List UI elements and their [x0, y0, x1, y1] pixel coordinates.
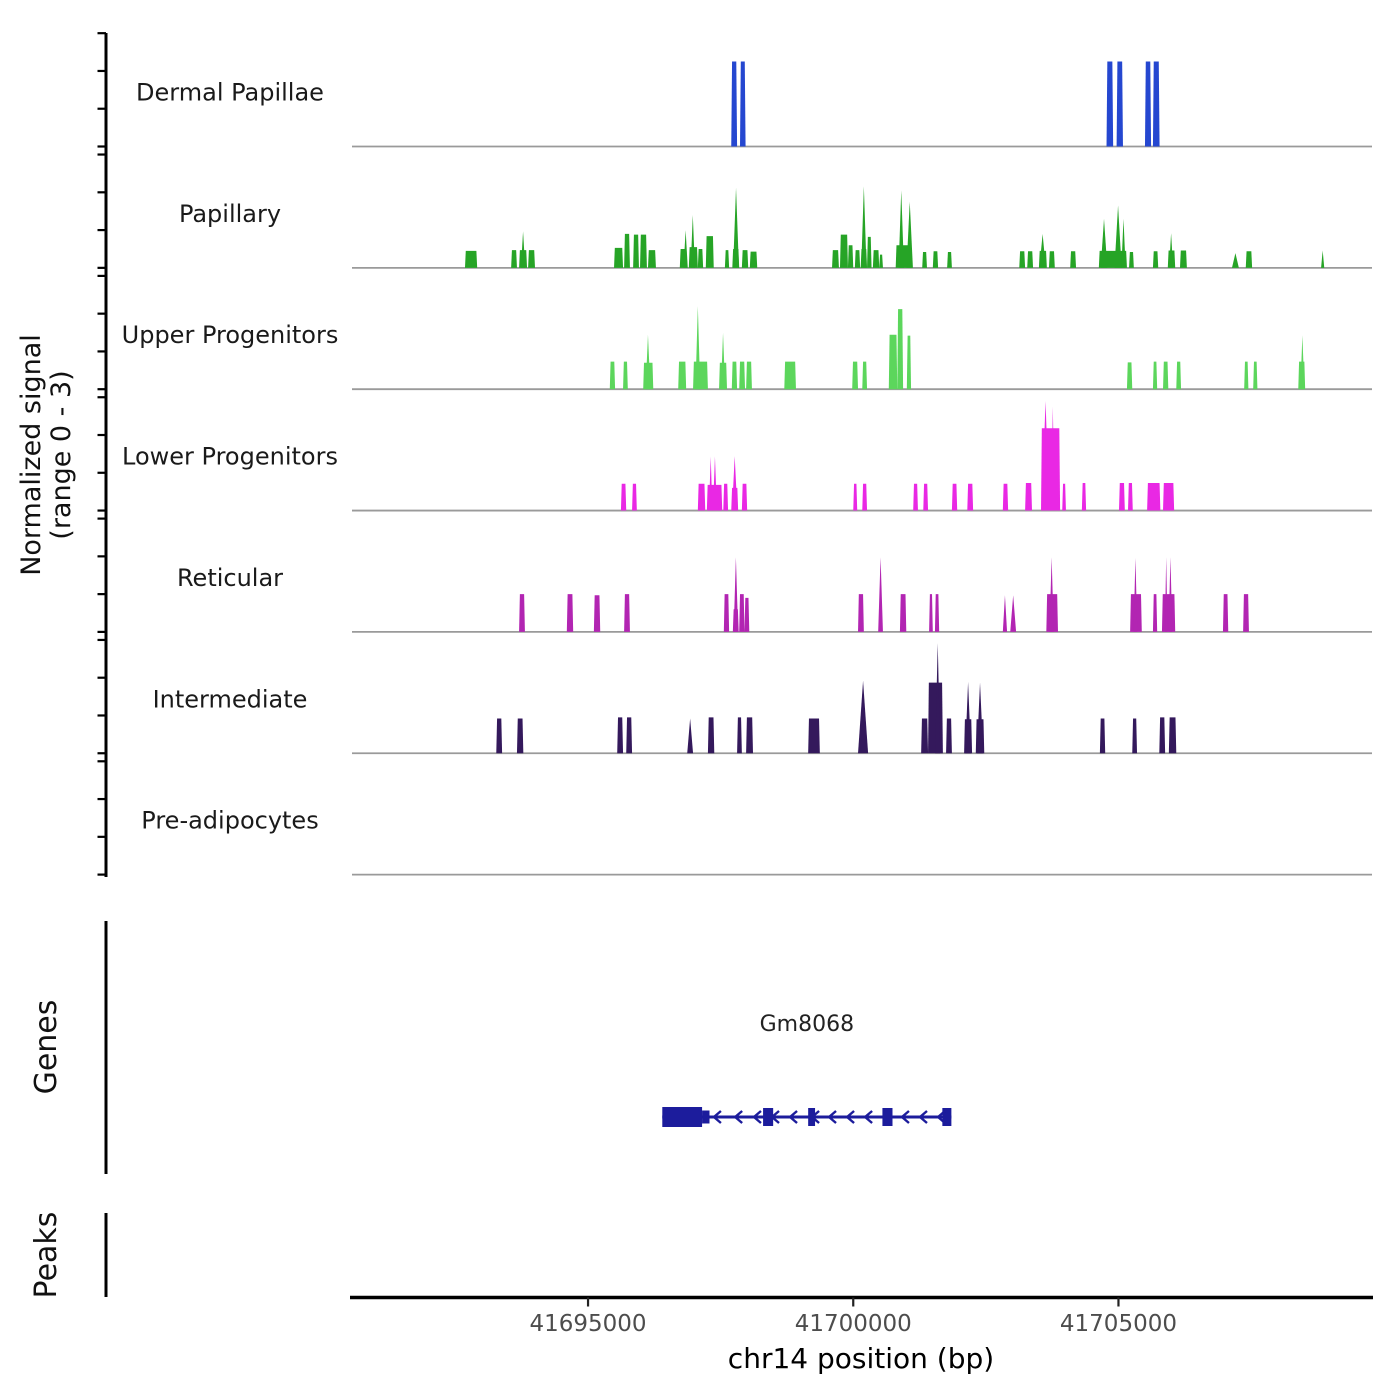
signal-peak: [624, 234, 630, 268]
signal-peak: [1145, 62, 1151, 147]
signal-peak: [967, 484, 973, 511]
signal-peak: [858, 594, 864, 632]
signal-peak: [853, 484, 857, 511]
signal-peak: [873, 250, 879, 268]
signal-peak: [1180, 250, 1187, 267]
signal-peak: [1070, 251, 1076, 268]
signal-peak: [922, 252, 927, 268]
signal-peak: [633, 235, 639, 268]
signal-peak: [784, 362, 796, 390]
signal-peak: [750, 252, 757, 268]
x-axis: [350, 1298, 1373, 1376]
signal-peak: [621, 484, 626, 511]
gene-exon: [702, 1111, 709, 1124]
signal-peak: [496, 719, 502, 754]
signal-peak: [862, 484, 867, 511]
signal-peak: [742, 250, 748, 268]
signal-peak: [725, 250, 729, 268]
signal-peak: [1253, 362, 1257, 390]
signal-peak: [1049, 251, 1055, 268]
signal-peak: [678, 362, 686, 390]
signal-peak: [594, 595, 600, 632]
signal-peak: [709, 457, 712, 511]
signal-peak: [1129, 252, 1134, 268]
signal-peak: [745, 598, 750, 632]
signal-peak: [1121, 219, 1125, 268]
signal-peak: [1321, 250, 1324, 267]
signal-peak: [952, 484, 957, 511]
peaks-section-label: Peaks: [29, 1211, 64, 1299]
signal-peak: [899, 190, 904, 267]
signal-peak: [1153, 362, 1157, 390]
signal-peak: [855, 250, 860, 268]
signal-peak: [907, 336, 911, 390]
x-axis-tick-label: 41695000: [529, 1311, 647, 1337]
signal-peak: [1159, 717, 1165, 753]
signal-track-intermediate: [98, 640, 1373, 753]
signal-peak: [840, 235, 848, 268]
track-label: Reticular: [176, 563, 284, 592]
signal-peak: [724, 594, 729, 632]
signal-peak: [832, 250, 839, 268]
signal-peak: [1244, 362, 1248, 390]
signal-peak: [614, 248, 623, 268]
signal-peak: [732, 456, 737, 510]
signal-peak: [567, 594, 573, 632]
signal-peak: [691, 215, 695, 268]
track-label: Lower Progenitors: [122, 442, 338, 471]
signal-peak: [1147, 483, 1160, 511]
signal-track-dermal-papillae: [98, 33, 1373, 146]
signal-peak: [907, 202, 913, 268]
signal-peak: [929, 594, 933, 632]
signal-peak: [900, 594, 906, 632]
signal-peak: [897, 309, 903, 389]
signal-peak: [1128, 483, 1133, 511]
x-axis-tick-label: 41705000: [1059, 1311, 1177, 1337]
signal-track-upper-progenitors: [98, 276, 1373, 389]
signal-peak: [1223, 594, 1228, 632]
signal-peak: [687, 719, 693, 754]
track-label: Papillary: [178, 199, 282, 228]
signal-peak: [733, 188, 739, 268]
signal-peak: [732, 362, 737, 390]
genes-track: [29, 921, 951, 1174]
signal-peak: [646, 335, 651, 389]
signal-peak: [1003, 595, 1007, 632]
signal-peak: [511, 250, 517, 268]
signal-peak: [1243, 594, 1249, 632]
signal-peak: [852, 362, 858, 390]
signal-peak: [632, 484, 637, 511]
signal-peak: [1117, 62, 1123, 147]
signal-peak: [695, 306, 700, 389]
signal-peak: [848, 245, 853, 268]
gene-name-label: Gm8068: [759, 1012, 855, 1037]
peaks-track: [29, 1212, 106, 1299]
signal-track-papillary: [98, 155, 1373, 268]
signal-peak: [977, 683, 983, 754]
signal-peak: [1114, 206, 1121, 268]
signal-peak: [624, 594, 630, 632]
signal-peak: [862, 362, 867, 390]
genes-section-label: Genes: [29, 999, 64, 1095]
signal-peak: [1232, 253, 1239, 268]
signal-peak: [1153, 62, 1160, 147]
signal-peak: [879, 255, 883, 268]
y-axis-label-line2: (range 0 - 3): [46, 370, 77, 540]
signal-peak: [921, 719, 928, 754]
signal-peak: [1010, 595, 1016, 632]
gene-exon: [662, 1107, 702, 1127]
signal-peak: [617, 717, 623, 753]
signal-track-lower-progenitors: [98, 397, 1373, 510]
signal-peak: [1082, 483, 1086, 511]
signal-peak: [889, 335, 897, 389]
signal-peak: [519, 594, 525, 632]
signal-peak: [946, 719, 952, 754]
signal-peak: [740, 62, 746, 147]
signal-peak: [1101, 219, 1108, 268]
signal-peak: [1100, 719, 1105, 754]
signal-peak: [623, 362, 628, 390]
signal-peak: [1119, 483, 1125, 511]
gene-exon: [882, 1108, 892, 1126]
signal-peak: [693, 362, 708, 390]
signal-peak: [739, 594, 744, 632]
x-axis-tick-label: 41700000: [794, 1311, 912, 1337]
signal-peak: [610, 362, 615, 390]
signal-peak: [731, 62, 737, 147]
signal-peak: [521, 231, 525, 268]
signal-peak: [721, 333, 725, 389]
signal-peak: [517, 719, 523, 754]
track-label: Intermediate: [152, 685, 308, 714]
signal-peak: [713, 457, 717, 511]
signal-peak: [648, 250, 656, 268]
track-label: Upper Progenitors: [121, 321, 339, 350]
signal-peak: [1127, 362, 1132, 389]
signal-peak: [1163, 362, 1168, 390]
signal-peak: [1163, 483, 1174, 511]
signal-peak: [1025, 483, 1032, 511]
signal-peak: [808, 719, 820, 754]
x-axis-title: chr14 position (bp): [727, 1342, 995, 1375]
signal-peak: [746, 717, 753, 753]
signal-peak: [737, 717, 742, 753]
signal-peak: [965, 682, 971, 753]
signal-peak: [1162, 594, 1175, 632]
signal-peak: [1027, 251, 1033, 268]
track-label: Pre-adipocytes: [141, 806, 319, 835]
signal-peak: [528, 250, 535, 268]
signal-peak: [861, 186, 866, 268]
signal-peak: [913, 484, 918, 511]
signal-peak: [1169, 717, 1176, 753]
signal-peak: [708, 717, 714, 753]
signal-track-reticular: [98, 519, 1373, 632]
signal-peak: [1003, 484, 1008, 511]
signal-peak: [465, 251, 477, 268]
signal-peak: [734, 557, 739, 632]
signal-peak: [1176, 362, 1181, 390]
signal-peak: [723, 484, 728, 511]
signal-peak: [867, 237, 872, 268]
signal-peak: [706, 236, 714, 268]
signal-peak: [698, 249, 703, 268]
signal-peak: [1153, 251, 1158, 268]
signal-track-pre-adipocytes: [98, 761, 1373, 874]
signal-peak: [878, 557, 883, 632]
signal-peak: [933, 251, 938, 268]
signal-peak: [698, 484, 705, 511]
y-axis-label-line1: Normalized signal: [16, 334, 47, 576]
signal-peak: [746, 362, 752, 390]
signal-peak: [1062, 484, 1066, 511]
signal-peak: [626, 717, 632, 753]
signal-peak: [923, 484, 928, 511]
signal-peak: [640, 235, 647, 268]
signal-peak: [742, 484, 747, 511]
track-label: Dermal Papillae: [136, 78, 324, 107]
signal-peak: [1132, 719, 1137, 754]
signal-peak: [858, 681, 868, 754]
signal-peak: [1153, 594, 1157, 632]
signal-peak: [739, 362, 745, 390]
signal-peak: [935, 594, 939, 632]
signal-peak: [947, 252, 952, 268]
signal-peak: [1019, 251, 1025, 268]
signal-peak: [1246, 251, 1252, 268]
signal-peak: [1107, 62, 1114, 147]
